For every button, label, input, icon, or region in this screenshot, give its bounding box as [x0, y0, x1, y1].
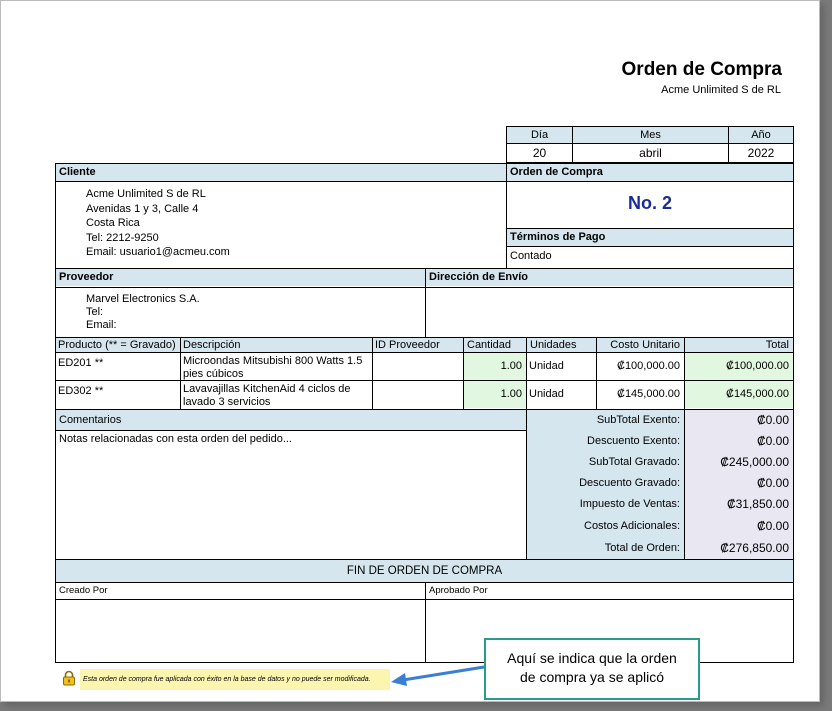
row1-unit-cost: ₡100,000.00 — [617, 360, 680, 372]
end-of-order-header: FIN DE ORDEN DE COMPRA — [56, 560, 793, 582]
totals-label: Descuento Exento: — [527, 431, 684, 452]
client-address: Avenidas 1 y 3, Calle 4 — [86, 202, 199, 215]
provider-name: Marvel Electronics S.A. — [86, 293, 200, 305]
arrow-icon — [389, 661, 489, 689]
callout-box — [484, 638, 700, 700]
comments-header: Comentarios — [56, 410, 526, 430]
year-label: Año — [729, 127, 793, 143]
row1-product: ED201 ** — [58, 357, 104, 369]
col-provider-id: ID Proveedor — [373, 338, 463, 352]
col-unit-cost: Costo Unitario — [597, 338, 684, 352]
lock-icon — [62, 670, 76, 686]
applied-note: Esta orden de compra fue aplicada con éxito en la base de datos y no puede ser modificada. — [80, 669, 390, 690]
day-value: 20 — [532, 146, 547, 160]
row2-description: Lavavajillas KitchenAid 4 ciclos de lavado 3 servicios — [183, 383, 351, 408]
client-header: Cliente — [56, 164, 506, 181]
col-qty: Cantidad — [464, 338, 526, 352]
totals-value: ₡0.00 — [685, 410, 793, 431]
created-by-label: Creado Por — [59, 585, 108, 596]
provider-email: Email: — [86, 319, 117, 331]
totals-value: ₡245,000.00 — [685, 452, 793, 473]
approved-by-label: Aprobado Por — [429, 585, 488, 596]
company-name: Acme Unlimited S de RL — [661, 84, 781, 96]
provider-header: Proveedor — [56, 269, 425, 286]
client-phone: Tel: 2212-9250 — [86, 231, 159, 244]
order-number: No. 2 — [627, 193, 672, 213]
terms-header: Términos de Pago — [507, 229, 793, 246]
document-title: Orden de Compra — [621, 59, 782, 80]
totals-value: ₡31,850.00 — [685, 494, 793, 515]
row2-units: Unidad — [529, 388, 564, 400]
col-product: Producto (** = Gravado) — [56, 338, 180, 352]
totals-label: Impuesto de Ventas: — [527, 494, 684, 515]
callout-line2: de compra ya se aplicó — [520, 669, 664, 685]
client-email: Email: usuario1@acmeu.com — [86, 246, 230, 258]
row1-qty: 1.00 — [464, 353, 526, 380]
callout-line1: Aquí se indica que la orden — [507, 650, 677, 666]
year-value: 2022 — [747, 146, 775, 160]
provider-phone: Tel: — [86, 306, 104, 318]
comments-text: Notas relacionadas con esta orden del pedido... — [59, 433, 292, 445]
day-label: Día — [507, 127, 572, 143]
client-country: Costa Rica — [86, 217, 140, 229]
client-name: Acme Unlimited S de RL — [86, 188, 206, 200]
row2-qty: 1.00 — [464, 381, 526, 408]
row1-total: ₡100,000.00 — [685, 353, 793, 380]
totals-value: ₡276,850.00 — [685, 537, 793, 559]
totals-label: Costos Adicionales: — [527, 515, 684, 537]
row1-description: Microondas Mitsubishi 800 Watts 1.5 pies cúbicos — [183, 355, 363, 380]
terms-value: Contado — [510, 250, 552, 262]
order-header: Orden de Compra — [507, 164, 793, 181]
totals-value: ₡0.00 — [685, 473, 793, 494]
totals-label: SubTotal Exento: — [527, 410, 684, 431]
totals-value: ₡0.00 — [685, 431, 793, 452]
col-total: Total — [685, 338, 793, 352]
col-description: Descripción — [181, 338, 372, 352]
month-label: Mes — [573, 127, 728, 143]
month-value: abril — [639, 146, 662, 160]
totals-label: Total de Orden: — [527, 537, 684, 559]
totals-label: SubTotal Gravado: — [527, 452, 684, 473]
totals-label: Descuento Gravado: — [527, 473, 684, 494]
shipping-header: Dirección de Envío — [426, 269, 793, 286]
totals-value: ₡0.00 — [685, 515, 793, 537]
row2-unit-cost: ₡145,000.00 — [617, 388, 680, 400]
row1-units: Unidad — [529, 360, 564, 372]
row2-product: ED302 ** — [58, 385, 104, 397]
row2-total: ₡145,000.00 — [685, 381, 793, 408]
provider-details — [86, 293, 416, 332]
col-units: Unidades — [527, 338, 596, 352]
client-details — [86, 187, 486, 260]
